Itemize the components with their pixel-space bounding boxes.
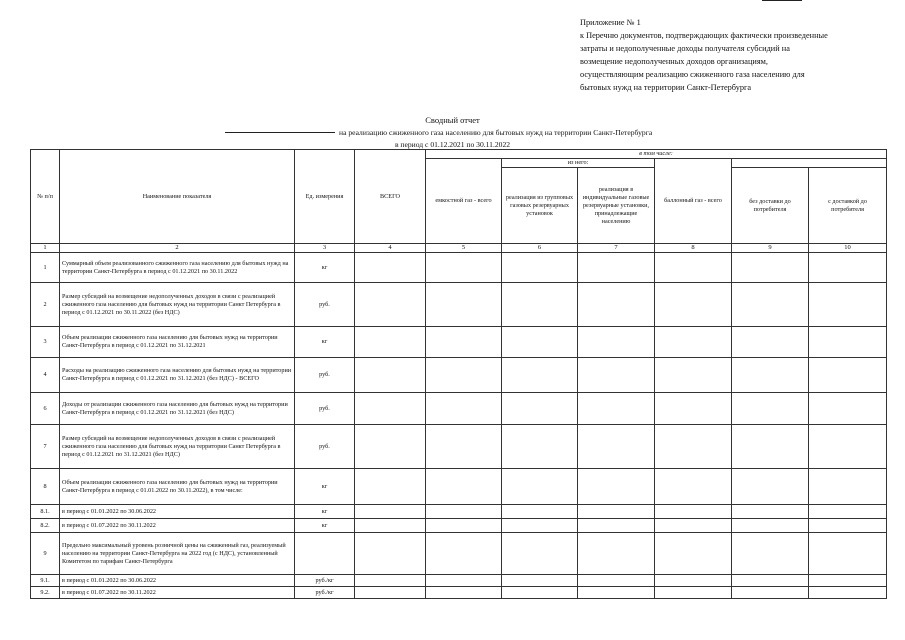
row-unit: кг [295, 505, 355, 519]
cell-individual[interactable] [578, 519, 655, 533]
row-name: Предельно максимальный уровень розничной цены на сжиженный газ, реализуемый населению на территории Санкт-Петербурга на 2022 год (с НДС), установленный Комитетом по тарифам Санкт-Петербурга [60, 533, 295, 575]
cell-with-delivery[interactable] [809, 587, 887, 599]
appendix-line: возмещение недополученных доходов организациям, [580, 57, 769, 66]
cell-no-delivery[interactable] [732, 425, 809, 469]
table-row [31, 505, 887, 519]
cell-group[interactable] [502, 575, 578, 587]
cell-no-delivery[interactable] [732, 253, 809, 283]
col-index: 6 [502, 244, 578, 253]
col-index: 3 [295, 244, 355, 253]
cell-tank-gas[interactable] [426, 253, 502, 283]
cell-cylinder[interactable] [655, 505, 732, 519]
col-index: 7 [578, 244, 655, 253]
cell-no-delivery[interactable] [732, 469, 809, 505]
cell-cylinder[interactable] [655, 393, 732, 425]
table-row [31, 425, 887, 469]
row-unit: руб. [295, 393, 355, 425]
cell-total[interactable] [355, 505, 426, 519]
row-unit: руб./кг [295, 575, 355, 587]
cell-individual[interactable] [578, 358, 655, 393]
cell-total[interactable] [355, 253, 426, 283]
cell-cylinder[interactable] [655, 425, 732, 469]
cell-with-delivery[interactable] [809, 393, 887, 425]
cell-group[interactable] [502, 393, 578, 425]
cell-individual[interactable] [578, 469, 655, 505]
row-unit: руб./кг [295, 587, 355, 599]
cell-group[interactable] [502, 469, 578, 505]
cell-individual[interactable] [578, 327, 655, 358]
row-num: 9 [31, 533, 60, 575]
header-with-delivery: с доставкой до потребителя [809, 168, 887, 244]
cell-no-delivery[interactable] [732, 533, 809, 575]
cell-group[interactable] [502, 587, 578, 599]
table-row [31, 327, 887, 358]
cell-no-delivery[interactable] [732, 393, 809, 425]
row-name: в период с 01.07.2022 по 30.11.2022 [60, 587, 295, 599]
cell-individual[interactable] [578, 575, 655, 587]
cell-tank-gas[interactable] [426, 283, 502, 327]
report-subtitle-text: на реализацию сжиженного газа населению для бытовых нужд на территории Санкт-Петербурга [339, 128, 653, 137]
cell-with-delivery[interactable] [809, 358, 887, 393]
cell-tank-gas[interactable] [426, 327, 502, 358]
cell-individual[interactable] [578, 587, 655, 599]
row-name: в период с 01.01.2022 по 30.06.2022 [60, 575, 295, 587]
table-row [31, 469, 887, 505]
cell-individual[interactable] [578, 425, 655, 469]
row-unit: руб. [295, 283, 355, 327]
report-subtitle [225, 128, 652, 137]
row-name: Расходы на реализацию сжиженного газа населению для бытовых нужд на территории Санкт-Петербурга в период с 01.12.2021 по 31.12.2021 (без НДС) - ВСЕГО [60, 358, 295, 393]
cell-individual[interactable] [578, 505, 655, 519]
cell-total[interactable] [355, 587, 426, 599]
cell-no-delivery[interactable] [732, 327, 809, 358]
header-tank-gas: емкостной газ - всего [426, 159, 502, 244]
cell-cylinder[interactable] [655, 533, 732, 575]
row-name: Размер субсидий на возмещение недополученных доходов в связи с реализацией сжиженного газа населению для бытовых нужд на территории Санкт Петербурга в период с 01.12.2021 по 30.11.2022 (без НДС) [60, 283, 295, 327]
cell-group[interactable] [502, 283, 578, 327]
header-individual-installations: реализация в индивидуальные газовые резервуарные установки, принадлежащие населению [578, 168, 655, 244]
cell-group[interactable] [502, 358, 578, 393]
row-name: Размер субсидий на возмещение недополученных доходов в связи с реализацией сжиженного газа населению для бытовых нужд на территории Санкт Петербурга в период с 01.12.2021 по 31.12.2021 (без НДС) [60, 425, 295, 469]
cell-tank-gas[interactable] [426, 425, 502, 469]
cell-no-delivery[interactable] [732, 587, 809, 599]
row-unit: кг [295, 469, 355, 505]
cell-group[interactable] [502, 519, 578, 533]
row-unit: кг [295, 253, 355, 283]
cell-total[interactable] [355, 425, 426, 469]
cell-total[interactable] [355, 283, 426, 327]
row-num: 9.1. [31, 575, 60, 587]
cell-tank-gas[interactable] [426, 469, 502, 505]
header-total: ВСЕГО [355, 150, 426, 244]
cell-tank-gas[interactable] [426, 587, 502, 599]
cell-tank-gas[interactable] [426, 358, 502, 393]
row-num: 6 [31, 393, 60, 425]
row-unit: кг [295, 327, 355, 358]
table-row [31, 253, 887, 283]
cell-no-delivery[interactable] [732, 575, 809, 587]
cell-with-delivery[interactable] [809, 425, 887, 469]
table-row [31, 393, 887, 425]
cell-cylinder[interactable] [655, 327, 732, 358]
appendix-line: осуществляющим реализацию сжиженного газа населению для [580, 70, 805, 79]
cell-cylinder[interactable] [655, 575, 732, 587]
cell-tank-gas[interactable] [426, 505, 502, 519]
cell-cylinder[interactable] [655, 587, 732, 599]
appendix-line: затраты и недополученные доходы получателя субсидий на [580, 44, 790, 53]
cell-tank-gas[interactable] [426, 575, 502, 587]
cell-individual[interactable] [578, 253, 655, 283]
row-name: Доходы от реализации сжиженного газа населению для бытовых нужд на территории Санкт-Петербурга в период с 01.12.2021 по 31.12.2021 (без НДС) [60, 393, 295, 425]
col-index: 4 [355, 244, 426, 253]
cell-total[interactable] [355, 575, 426, 587]
header-including: в том числе: [426, 150, 887, 159]
row-num: 2 [31, 283, 60, 327]
table-row [31, 587, 887, 599]
row-num: 8.1. [31, 505, 60, 519]
cell-group[interactable] [502, 505, 578, 519]
row-name: Суммарный объем реализованного сжиженного газа населению для бытовых нужд на территории Санкт-Петербурга в период с 01.12.2021 по 30.11.2022 [60, 253, 295, 283]
table-row [31, 533, 887, 575]
row-num: 8 [31, 469, 60, 505]
header-cylinder-gas: баллонный газ - всего [655, 159, 732, 244]
col-index: 1 [31, 244, 60, 253]
table-row [31, 358, 887, 393]
cell-individual[interactable] [578, 283, 655, 327]
cell-with-delivery[interactable] [809, 327, 887, 358]
cell-group[interactable] [502, 253, 578, 283]
row-num: 3 [31, 327, 60, 358]
report-period: в период с 01.12.2021 по 30.11.2022 [394, 140, 511, 149]
row-name: в период с 01.01.2022 по 30.06.2022 [60, 505, 295, 519]
cell-with-delivery[interactable] [809, 533, 887, 575]
appendix-note [580, 16, 900, 94]
cell-group[interactable] [502, 425, 578, 469]
cell-no-delivery[interactable] [732, 505, 809, 519]
row-num: 1 [31, 253, 60, 283]
appendix-line: бытовых нужд на территории Санкт-Петербурга [580, 83, 752, 92]
report-title: Сводный отчет [425, 115, 480, 125]
table-row [31, 519, 887, 533]
row-name: Объем реализации сжиженного газа населению для бытовых нужд на территории Санкт-Петербурга в период с 01.12.2021 по 31.12.2021 [60, 327, 295, 358]
header-num: № п/п [31, 150, 60, 244]
header-group-installations: реализация из групповых газовых резервуарных установок [502, 168, 578, 244]
cell-group[interactable] [502, 327, 578, 358]
cell-cylinder[interactable] [655, 469, 732, 505]
col-index: 8 [655, 244, 732, 253]
cell-individual[interactable] [578, 533, 655, 575]
row-unit: кг [295, 519, 355, 533]
appendix-line: к Перечню документов, подтверждающих фактически произведенные [580, 31, 828, 40]
header-unit: Ед. измерения [295, 150, 355, 244]
row-unit: руб. [295, 358, 355, 393]
cell-with-delivery[interactable] [809, 469, 887, 505]
header-cylinder-blank [732, 159, 887, 168]
cell-no-delivery[interactable] [732, 283, 809, 327]
row-num: 8.2. [31, 519, 60, 533]
table-row [31, 283, 887, 327]
organization-blank-line [225, 132, 335, 133]
cell-total[interactable] [355, 519, 426, 533]
appendix-line: Приложение № 1 [580, 18, 641, 27]
row-name: в период с 01.07.2022 по 30.11.2022 [60, 519, 295, 533]
row-num: 9.2. [31, 587, 60, 599]
cell-total[interactable] [355, 393, 426, 425]
table-row [31, 575, 887, 587]
cell-cylinder[interactable] [655, 358, 732, 393]
cell-tank-gas[interactable] [426, 533, 502, 575]
top-edge-line [762, 0, 802, 1]
row-num: 4 [31, 358, 60, 393]
cell-with-delivery[interactable] [809, 283, 887, 327]
row-unit [295, 533, 355, 575]
col-index: 5 [426, 244, 502, 253]
cell-with-delivery[interactable] [809, 253, 887, 283]
cell-total[interactable] [355, 533, 426, 575]
header-of-which: из него: [502, 159, 655, 168]
cell-cylinder[interactable] [655, 253, 732, 283]
cell-with-delivery[interactable] [809, 505, 887, 519]
cell-tank-gas[interactable] [426, 519, 502, 533]
cell-cylinder[interactable] [655, 519, 732, 533]
col-index: 2 [60, 244, 295, 253]
row-name: Объем реализации сжиженного газа населению для бытовых нужд на территории Санкт-Петербурга в период с 01.01.2022 по 30.11.2022), в том числе: [60, 469, 295, 505]
header-name: Наименование показателя [60, 150, 295, 244]
row-unit: руб. [295, 425, 355, 469]
cell-with-delivery[interactable] [809, 519, 887, 533]
cell-total[interactable] [355, 327, 426, 358]
header-no-delivery: без доставки до потребителя [732, 168, 809, 244]
row-num: 7 [31, 425, 60, 469]
cell-no-delivery[interactable] [732, 358, 809, 393]
cell-total[interactable] [355, 469, 426, 505]
col-index: 10 [809, 244, 887, 253]
cell-cylinder[interactable] [655, 283, 732, 327]
cell-tank-gas[interactable] [426, 393, 502, 425]
cell-group[interactable] [502, 533, 578, 575]
cell-total[interactable] [355, 358, 426, 393]
report-table [30, 149, 887, 599]
col-index: 9 [732, 244, 809, 253]
cell-no-delivery[interactable] [732, 519, 809, 533]
cell-with-delivery[interactable] [809, 575, 887, 587]
cell-individual[interactable] [578, 393, 655, 425]
